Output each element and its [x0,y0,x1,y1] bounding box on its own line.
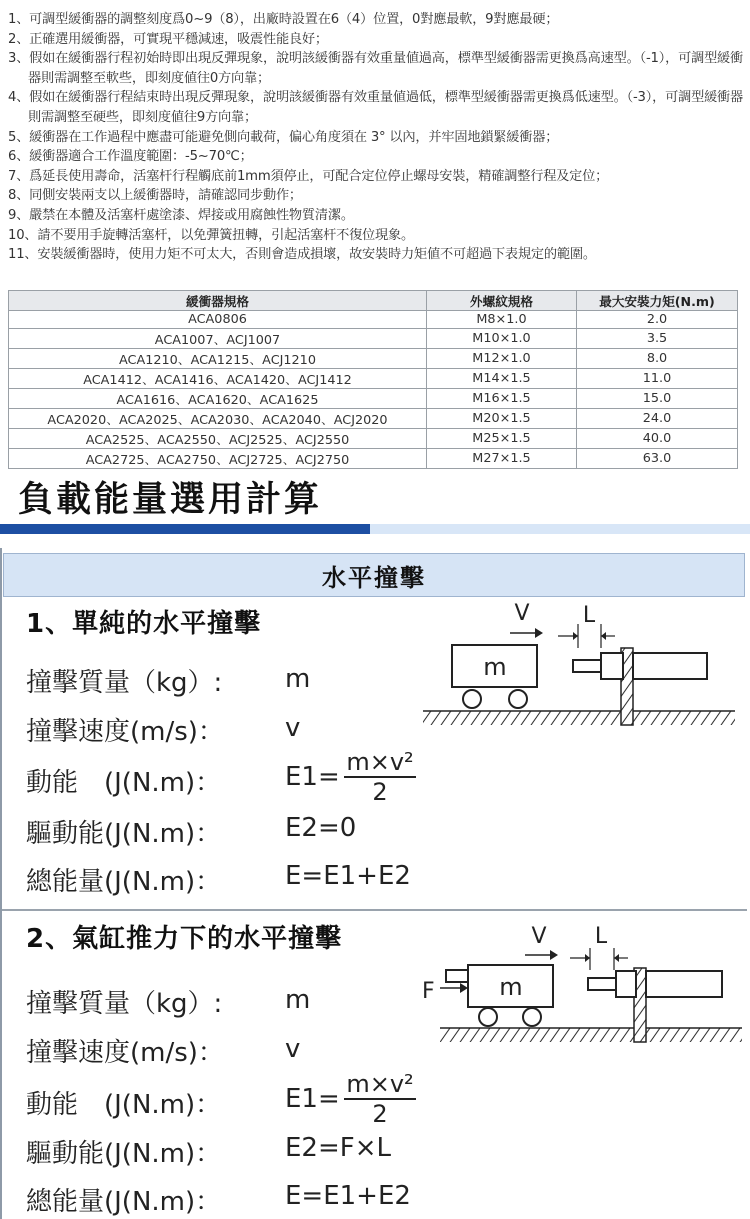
torque-spec-table [8,290,738,469]
case1-title: 1、單純的水平撞擊 [26,609,262,639]
stroke-label: L [594,924,608,949]
case1-kinetic-value: E1= [285,762,340,792]
case2-total-value: E=E1+E2 [285,1181,411,1211]
cylinder-push-impact-diagram [412,918,747,1053]
case2-mass-label: 撞擊質量（kg）: [26,989,223,1019]
table-row [9,311,738,329]
velocity-label: V [531,924,547,949]
cell-model: ACA1616、ACA1620、ACA1625 [9,389,427,409]
note-item: 2、正確選用緩衝器，可實現平穩減速，吸震性能良好； [8,31,328,47]
cell-thread: M20×1.5 [427,409,577,429]
cell-torque: 2.0 [577,311,738,329]
case1-mass-value: m [285,664,311,694]
case1-total-label: 總能量(J(N.m)： [26,867,222,897]
case1-drive-label: 驅動能(J(N.m)： [26,819,222,849]
horizontal-impact-diagram [415,598,745,733]
cell-torque: 11.0 [577,369,738,389]
cylinder-rod [446,970,468,982]
cell-torque: 8.0 [577,349,738,369]
cell-torque: 15.0 [577,389,738,409]
cell-thread: M25×1.5 [427,429,577,449]
header-torque: 最大安裝力矩(N.m) [577,291,738,311]
cell-model: ACA1007、ACJ1007 [9,329,427,349]
panel-title: 水平撞擊 [3,553,745,597]
note-item: 7、爲延長使用壽命，活塞杆行程觸底前1mm須停止，可配合定位停止螺母安裝，精確調整行程及定位； [8,168,609,184]
cell-torque: 24.0 [577,409,738,429]
case1-velocity-label: 撞擊速度(m/s)： [26,717,224,747]
case1-total-value: E=E1+E2 [285,861,411,891]
note-item: 1、可調型緩衝器的調整刻度爲0~9（8），出廠時設置在6（4）位置，0對應最軟，9對應最硬； [8,12,559,27]
case2-kinetic-label: 動能 (J(N.m)： [26,1090,222,1120]
note-item: 9、嚴禁在本體及活塞杆處塗漆、焊接或用腐蝕性物質清潔。 [8,207,354,223]
cell-model: ACA2525、ACA2550、ACJ2525、ACJ2550 [9,429,427,449]
force-label: F [422,979,435,1004]
note-item: 4、假如在緩衝器行程結束時出現反彈現象，說明該緩衝器有效重量値過低，標準型緩衝器需更換爲低速型。（-3），可調型緩衝器則需調整至硬些，即刻度値往9方向靠； [8,90,744,125]
case2-velocity-value: v [285,1034,301,1064]
wheel [463,690,481,708]
wheel [509,690,527,708]
case2-drive-value: E2=F×L [285,1133,391,1163]
case1-drive-value: E2=0 [285,813,357,843]
cell-torque: 63.0 [577,449,738,469]
note-item: 6、緩衝器適合工作溫度範圍：-5~70℃； [8,149,253,165]
shock-absorber-rod [573,660,603,672]
note-item: 5、緩衝器在工作過程中應盡可能避免側向載荷，偏心角度須在 3° 以內，并牢固地鎖緊緩衝器； [8,129,559,145]
note-item: 3、假如在緩衝器行程初始時即出現反彈現象，說明該緩衝器有效重量値過高，標準型緩衝器需更換爲高速型。（-1），可調型緩衝器則需調整至軟些，即刻度値往0方向靠； [8,51,744,86]
shock-absorber-body [646,971,722,997]
cell-model: ACA1412、ACA1416、ACA1420、ACJ1412 [9,369,427,389]
case1-velocity-value: v [285,713,301,743]
shock-absorber-rod [588,978,618,990]
case2-title: 2、氣缸推力下的水平撞擊 [26,924,343,954]
cell-thread: M16×1.5 [427,389,577,409]
usage-notes [8,10,748,265]
case2-total-label: 總能量(J(N.m)： [26,1187,222,1217]
header-thread: 外螺紋規格 [427,291,577,311]
wheel [523,1008,541,1026]
title-accent-bar [0,524,370,534]
fraction-denominator: 2 [372,778,388,806]
table-row [9,349,738,369]
mass-label: m [499,973,523,1001]
case1-kinetic-label: 動能 (J(N.m)： [26,768,222,798]
velocity-label: V [514,601,530,626]
case1-mass-label: 撞擊質量（kg）: [26,668,223,698]
case2-drive-label: 驅動能(J(N.m)： [26,1139,222,1169]
cell-model: ACA2020、ACA2025、ACA2030、ACA2040、ACJ2020 [9,409,427,429]
cell-thread: M8×1.0 [427,311,577,329]
case2-kinetic-fraction [340,1070,420,1128]
table-row [9,369,738,389]
note-item: 8、同側安裝兩支以上緩衝器時，請確認同步動作； [8,188,302,204]
cell-torque: 40.0 [577,429,738,449]
table-header-row [9,291,738,311]
table-row [9,429,738,449]
table-row [9,389,738,409]
cell-thread: M14×1.5 [427,369,577,389]
cell-thread: M10×1.0 [427,329,577,349]
mass-label: m [483,653,507,681]
cell-model: ACA2725、ACA2750、ACJ2725、ACJ2750 [9,449,427,469]
fraction-denominator: 2 [372,1100,388,1128]
table-row [9,449,738,469]
cell-model: ACA0806 [9,311,427,329]
cell-thread: M27×1.5 [427,449,577,469]
case2-kinetic-value: E1= [285,1084,340,1114]
table-row [9,329,738,349]
fraction-numerator: m×v² [346,748,414,776]
header-model: 緩衝器規格 [9,291,427,311]
case-divider [2,909,747,911]
stroke-label: L [582,603,596,628]
title-accent-bar-light [370,524,750,534]
cell-model: ACA1210、ACA1215、ACJ1210 [9,349,427,369]
case2-mass-value: m [285,985,311,1015]
section-title: 負載能量選用計算 [18,480,323,520]
table-row [9,409,738,429]
cell-torque: 3.5 [577,329,738,349]
case1-kinetic-fraction [340,748,420,806]
note-item: 11、安裝緩衝器時，使用力矩不可太大，否則會造成損壞，故安裝時力矩値不可超過下表規定的範圍。 [8,247,596,263]
fraction-numerator: m×v² [346,1070,414,1098]
shock-absorber-body [633,653,707,679]
wheel [479,1008,497,1026]
cell-thread: M12×1.0 [427,349,577,369]
note-item: 10、請不要用手旋轉活塞杆，以免彈簧扭轉，引起活塞杆不復位現象。 [8,227,415,243]
case2-velocity-label: 撞擊速度(m/s)： [26,1038,224,1068]
